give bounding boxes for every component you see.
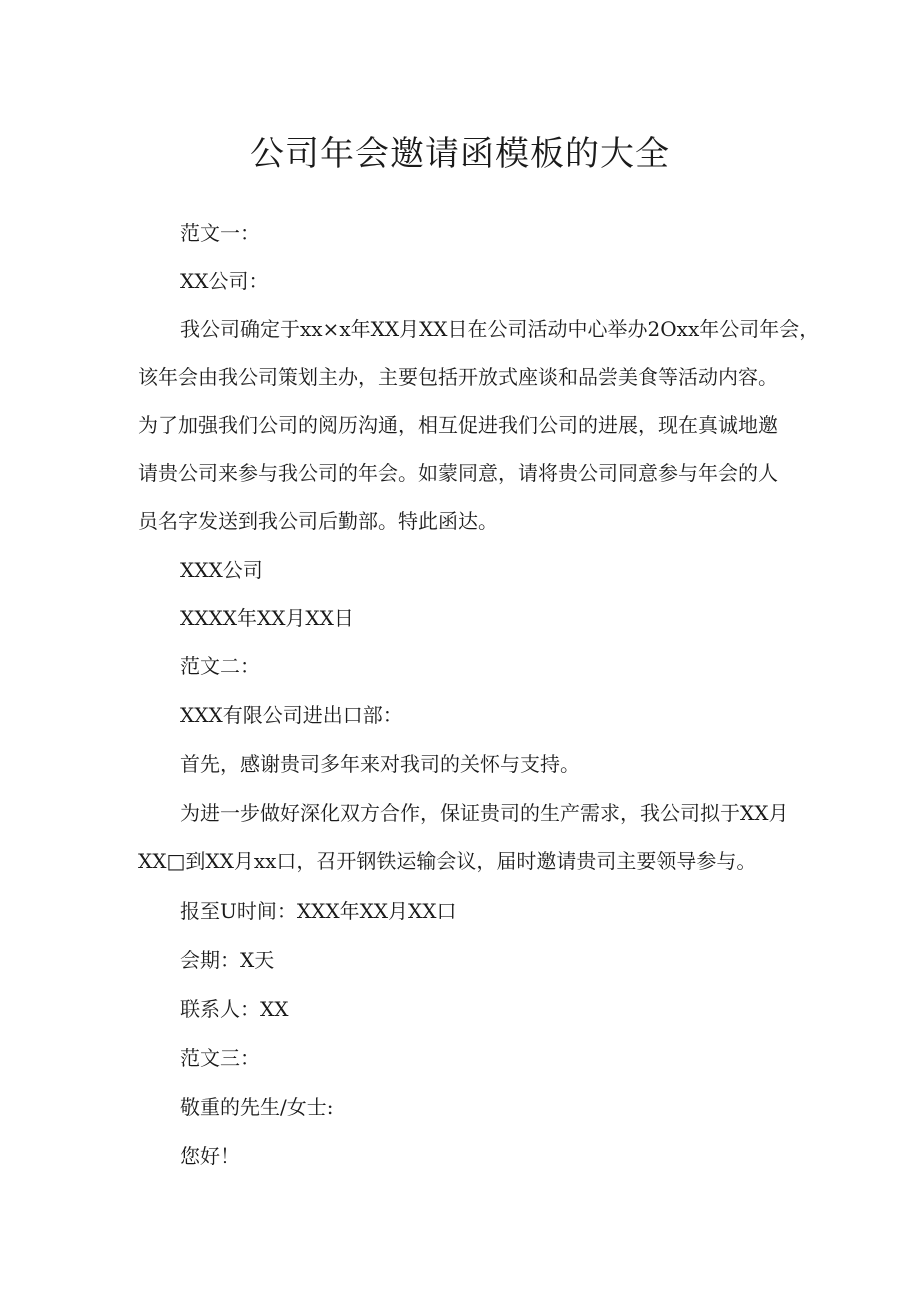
- body-paragraph-line: 该年会由我公司策划主办，主要包括开放式座谈和品尝美食等活动内容。: [138, 365, 778, 389]
- body-paragraph-line: 我公司确定于xx×x年XX月XX日在公司活动中心举办2Oxx年公司年会，: [180, 317, 820, 341]
- heading-sample-two: 范文二：: [180, 654, 260, 678]
- document-title: 公司年会邀请函模板的大全: [250, 134, 670, 174]
- body-paragraph-line: 为进一步做好深化双方合作，保证贵司的生产需求，我公司拟于XX月: [180, 801, 789, 825]
- body-paragraph-line: 首先，感谢贵司多年来对我司的关怀与支持。: [180, 752, 580, 776]
- heading-sample-one: 范文一：: [180, 221, 260, 245]
- signature-company: XXX公司: [180, 558, 263, 582]
- body-paragraph-line: 为了加强我们公司的阅历沟通，相互促进我们公司的进展，现在真诚地邀: [138, 413, 778, 437]
- contact-line: 联系人：XX: [180, 997, 289, 1021]
- body-paragraph-line: 员名字发送到我公司后勤部。特此函达。: [138, 509, 498, 533]
- salutation-line: XXX有限公司进出口部：: [180, 703, 403, 727]
- salutation-line: 敬重的先生/女士:: [180, 1095, 334, 1119]
- body-paragraph-line: 请贵公司来参与我公司的年会。如蒙同意，请将贵公司同意参与年会的人: [138, 461, 778, 485]
- body-paragraph-line: XX□到XX月xx口，召开钢铁运输会议，届时邀请贵司主要领导参与。: [138, 849, 757, 873]
- heading-sample-three: 范文三：: [180, 1046, 260, 1070]
- meeting-duration-line: 会期：X天: [180, 948, 275, 972]
- salutation-line: XX公司：: [180, 269, 269, 293]
- greeting-line: 您好！: [180, 1144, 240, 1168]
- report-time-line: 报至U时间：XXX年XX月XX口: [180, 899, 457, 923]
- signature-date: XXXX年XX月XX日: [180, 606, 354, 630]
